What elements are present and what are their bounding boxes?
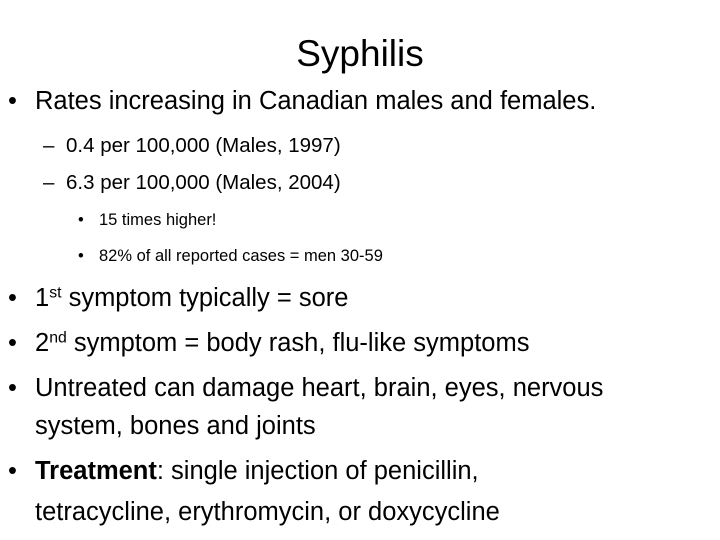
bullet-marker: • <box>78 247 84 265</box>
bullet-rate-2004: 6.3 per 100,000 (Males, 2004) <box>66 171 341 194</box>
bullet-reported-cases: 82% of all reported cases = men 30-59 <box>99 247 383 265</box>
dash-marker: – <box>43 171 55 194</box>
bullet-marker: • <box>78 211 84 229</box>
bullet-marker: • <box>8 329 17 357</box>
bullet-text: symptom typically = sore <box>61 284 349 312</box>
bullet-untreated-line-2: system, bones and joints <box>35 412 316 440</box>
ordinal-number: 2 <box>35 329 50 357</box>
bullet-first-symptom <box>35 283 348 313</box>
bullet-marker: • <box>8 284 17 312</box>
bullet-text: : single injection of penicillin, <box>156 457 479 485</box>
ordinal-suffix: nd <box>49 329 67 347</box>
ordinal-number: 1 <box>35 284 50 312</box>
bullet-marker: • <box>8 457 17 485</box>
ordinal-suffix: st <box>49 284 62 302</box>
bullet-marker: • <box>8 87 17 115</box>
dash-marker: – <box>43 134 55 157</box>
bullet-rates: Rates increasing in Canadian males and females. <box>35 87 597 115</box>
bullet-treatment-line-2: tetracycline, erythromycin, or doxycycline <box>35 498 500 526</box>
slide-title: Syphilis <box>296 33 424 74</box>
bullet-treatment-line-1 <box>35 456 479 486</box>
bullet-rate-1997: 0.4 per 100,000 (Males, 1997) <box>66 134 341 157</box>
bullet-text: symptom = body rash, flu-like symptoms <box>66 329 530 357</box>
treatment-label: Treatment <box>35 457 157 485</box>
bullet-marker: • <box>8 374 17 402</box>
bullet-times-higher: 15 times higher! <box>99 211 217 229</box>
bullet-second-symptom <box>35 328 529 358</box>
bullet-untreated-line-1: Untreated can damage heart, brain, eyes, nervous <box>35 374 604 402</box>
